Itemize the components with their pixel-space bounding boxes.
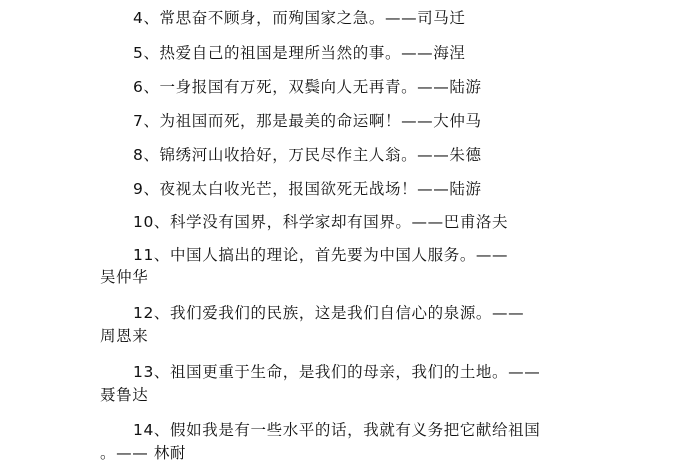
quote-13: 13、祖国更重于生命，是我们的母亲，我们的土地。—— — [133, 363, 541, 381]
quote-11-author: 吴仲华 — [100, 268, 149, 286]
quote-12-author: 周恩来 — [100, 327, 149, 345]
quote-5: 5、热爱自己的祖国是理所当然的事。——海涅 — [133, 44, 466, 62]
quote-12: 12、我们爱我们的民族，这是我们自信心的泉源。—— — [133, 304, 525, 322]
quote-6: 6、一身报国有万死，双鬓向人无再青。——陆游 — [133, 78, 482, 96]
quote-4: 4、常思奋不顾身，而殉国家之急。——司马迁 — [133, 9, 466, 27]
quote-14-author: 。—— 林耐 — [100, 444, 187, 462]
quote-11: 11、中国人搞出的理论，首先要为中国人服务。—— — [133, 246, 509, 264]
quote-10: 10、科学没有国界，科学家却有国界。——巴甫洛夫 — [133, 213, 509, 231]
quote-8: 8、锦绣河山收拾好，万民尽作主人翁。——朱德 — [133, 146, 482, 164]
quote-14: 14、假如我是有一些水平的话，我就有义务把它献给祖国 — [133, 421, 541, 439]
quote-7: 7、为祖国而死，那是最美的命运啊！——大仲马 — [133, 112, 482, 130]
quote-9: 9、夜视太白收光芒，报国欲死无战场！——陆游 — [133, 180, 482, 198]
quote-13-author: 聂鲁达 — [100, 386, 149, 404]
